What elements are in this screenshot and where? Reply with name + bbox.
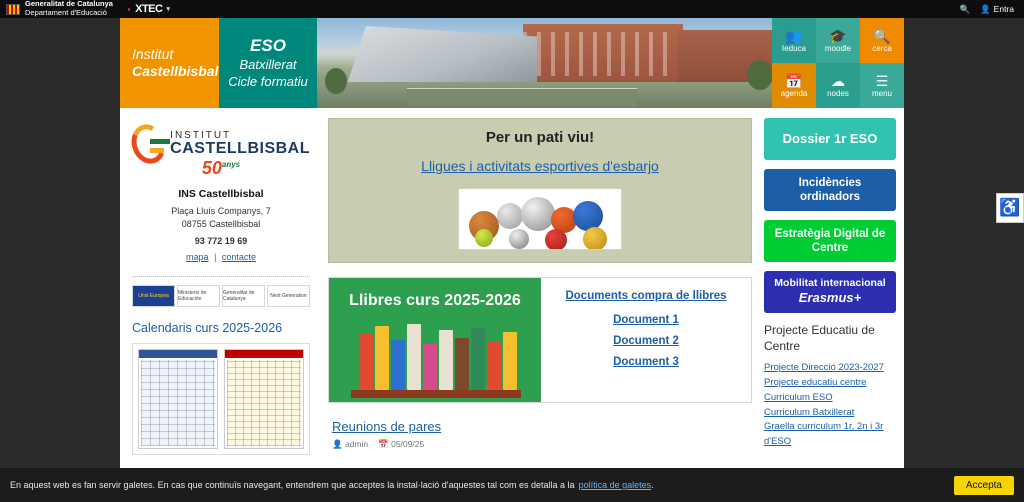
header-photo [317, 18, 772, 108]
link-projecte-direccio[interactable]: Projecte Direcció 2023-2027 [764, 362, 884, 374]
calendar-icon: 📅 [378, 439, 389, 449]
brand-block[interactable] [120, 18, 219, 108]
news-item [328, 419, 752, 450]
phone-number: 93 772 19 69 [194, 236, 248, 247]
tile-moodle[interactable] [816, 18, 860, 63]
books-link-document-3[interactable]: Document 3 [613, 356, 679, 368]
page-body [120, 108, 904, 502]
tile-ieduca[interactable] [772, 18, 816, 63]
tennis-ball-icon [475, 229, 493, 247]
pati-viu-panel [328, 118, 752, 263]
tile-cerca-label: cerca [872, 43, 892, 53]
volleyball-icon [497, 203, 523, 229]
generalitat-logo: Generalitat de Catalunya [222, 285, 265, 307]
tree-icon [747, 60, 772, 90]
tile-nodes-label: nodes [827, 88, 849, 98]
link-graella-curriculum[interactable]: Graella curriculum 1r, 2n i 3r d'ESO [764, 421, 884, 447]
page-background-right [904, 18, 1024, 502]
tile-ieduca-label: Ieduca [781, 43, 807, 53]
contact-link[interactable]: contacte [221, 252, 256, 263]
contact-links [132, 251, 310, 264]
school-contact-block [132, 187, 310, 264]
button-estrategia-digital[interactable] [764, 220, 896, 262]
button-dossier-1r-eso[interactable] [764, 118, 896, 160]
eu-logo: Unió Europea [132, 285, 175, 307]
brand-line1: Institut [132, 45, 174, 62]
button-dossier-label: Dossier 1r ESO [782, 130, 878, 146]
news-author-label: admin [344, 439, 369, 449]
cookie-policy-link[interactable]: política de galetes [578, 480, 652, 490]
news-meta [332, 439, 752, 450]
tree-icon [325, 68, 347, 94]
books-banner-title: Llibres curs 2025-2026 [349, 292, 521, 309]
button-incidencies-label: Incidències ordinadors [798, 176, 862, 203]
cookie-banner [0, 468, 1024, 502]
news-title[interactable]: Reunions de pares [332, 419, 442, 434]
books-link-documents[interactable]: Documents compra de llibres [565, 290, 727, 302]
ministry-logo: Ministerio de Educación [177, 285, 220, 307]
cloud-icon: ☁ [831, 72, 845, 89]
site-page [120, 18, 904, 502]
funding-logos [132, 276, 310, 307]
anniversary-number: 50 [201, 158, 222, 178]
calendar-section-title: Calendaris curs 2025-2026 [132, 321, 283, 336]
studies-text [228, 35, 307, 91]
search-icon[interactable]: 🔍 [959, 3, 971, 14]
calendar-thumbnails [132, 343, 310, 455]
button-erasmus-label: Erasmus+ [798, 290, 862, 306]
calendar-thumbnail-1[interactable] [138, 349, 218, 449]
school-name: INS Castellbisbal [178, 188, 264, 200]
search-icon: 🔍 [873, 27, 891, 44]
books-link-document-1[interactable]: Document 1 [613, 314, 679, 326]
people-icon: 👥 [785, 27, 803, 44]
school-building-photo-part [523, 24, 683, 84]
studies-line3: Cicle formatiu [228, 74, 308, 90]
sports-court-photo-part [407, 88, 637, 106]
anniversary-unit: anys [221, 160, 241, 169]
tile-menu[interactable] [860, 63, 904, 108]
books-link-document-2[interactable]: Document 2 [613, 335, 679, 347]
ball-white-icon [509, 229, 529, 249]
main-content [320, 108, 760, 502]
projecte-educatiu-links [764, 361, 896, 449]
tile-nodes[interactable] [816, 63, 860, 108]
school-canopy-photo-part [347, 26, 537, 84]
pati-viu-link[interactable]: Lligues i activitats esportives d'esbarjo [421, 158, 659, 174]
brand-text [132, 46, 218, 81]
logo-word-small: INSTITUT [170, 130, 232, 141]
tile-moodle-label: moodle [824, 43, 852, 53]
tile-menu-label: menu [871, 88, 892, 98]
button-mobilitat-label: Mobilitat internacional [774, 277, 886, 290]
link-curriculum-batxillerat[interactable]: Curriculum Batxillerat [764, 406, 855, 418]
studies-block[interactable] [219, 18, 317, 108]
link-projecte-educatiu-centre[interactable]: Projecte educatiu centre [764, 377, 867, 389]
pati-viu-title: Per un pati viu! [485, 129, 595, 146]
school-logo[interactable] [132, 118, 310, 179]
gencat-org-line2: Departament d'Educació [25, 8, 107, 17]
football-icon [521, 197, 555, 231]
graduation-cap-icon: 🎓 [829, 27, 847, 44]
news-author [332, 439, 368, 450]
cookie-accept-button[interactable]: Accepta [954, 476, 1014, 495]
site-header [120, 18, 904, 108]
gencat-top-bar [0, 0, 1024, 18]
tile-cerca[interactable] [860, 18, 904, 63]
gencat-branding[interactable] [0, 0, 113, 17]
tile-agenda[interactable] [772, 63, 816, 108]
map-link[interactable]: mapa [186, 252, 209, 263]
gencat-org-text [25, 0, 113, 17]
books-links [541, 278, 751, 402]
logo-word-big: CASTELLBISBAL [170, 140, 310, 157]
studies-line1: ESO [250, 36, 286, 56]
books-banner-image [329, 278, 541, 402]
cookie-text-end: . [651, 480, 654, 490]
link-separator: | [214, 252, 217, 263]
next-generation-logo: Next Generation [267, 285, 310, 307]
catalonia-flag-icon [6, 4, 20, 15]
studies-line2: Batxillerat [239, 57, 297, 73]
login-link[interactable] [980, 4, 1014, 15]
header-quicklinks [772, 18, 904, 108]
link-curriculum-eso[interactable]: Curriculum ESO [764, 391, 833, 403]
right-sidebar [760, 108, 904, 502]
news-date-label: 05/09/25 [391, 439, 425, 449]
ball-red-icon [545, 229, 567, 250]
page-background-left [0, 18, 120, 502]
hamburger-icon: ☰ [875, 72, 889, 89]
user-icon: 👤 [332, 439, 343, 449]
accessibility-icon: ♿ [999, 198, 1021, 217]
school-logo-icon [132, 124, 165, 164]
xtec-logo[interactable]: · XTEC ▾ [126, 1, 170, 17]
user-icon: 👤 [980, 3, 991, 14]
books-panel [328, 277, 752, 403]
button-estrategia-label: Estratègia Digital de Centre [774, 227, 886, 254]
gencat-user-tools [959, 4, 1024, 15]
left-sidebar [120, 108, 320, 502]
button-incidencies-ordinadors[interactable] [764, 169, 896, 211]
calendar-thumbnail-2[interactable] [224, 349, 304, 449]
login-label: Entra [993, 4, 1014, 14]
gencat-org-line1: Generalitat de Catalunya [25, 0, 113, 9]
tile-agenda-label: agenda [780, 88, 808, 98]
calendar-icon: 📅 [785, 72, 803, 89]
projecte-educatiu-title: Projecte Educatiu de Centre [764, 323, 875, 354]
button-mobilitat-internacional[interactable] [764, 271, 896, 313]
brand-line2: Castellbisbal [132, 63, 219, 79]
ball-blue-icon [573, 201, 603, 231]
cookie-text: En aquest web es fan servir galetes. En cas que continuïs navegant, entendrem que acceptes la instal·lació d'aquestes tal com es detalla a la [10, 480, 575, 490]
xtec-label: XTEC [135, 3, 163, 15]
sports-balls-image [458, 188, 622, 250]
chevron-down-icon[interactable]: ▾ [166, 6, 170, 13]
address-line1: Plaça Lluís Companys, 7 [171, 206, 271, 217]
address-line2: 08755 Castellbisbal [181, 219, 261, 230]
ball-yellow-icon [583, 227, 607, 250]
accessibility-button[interactable] [996, 193, 1024, 223]
news-date [378, 439, 424, 450]
